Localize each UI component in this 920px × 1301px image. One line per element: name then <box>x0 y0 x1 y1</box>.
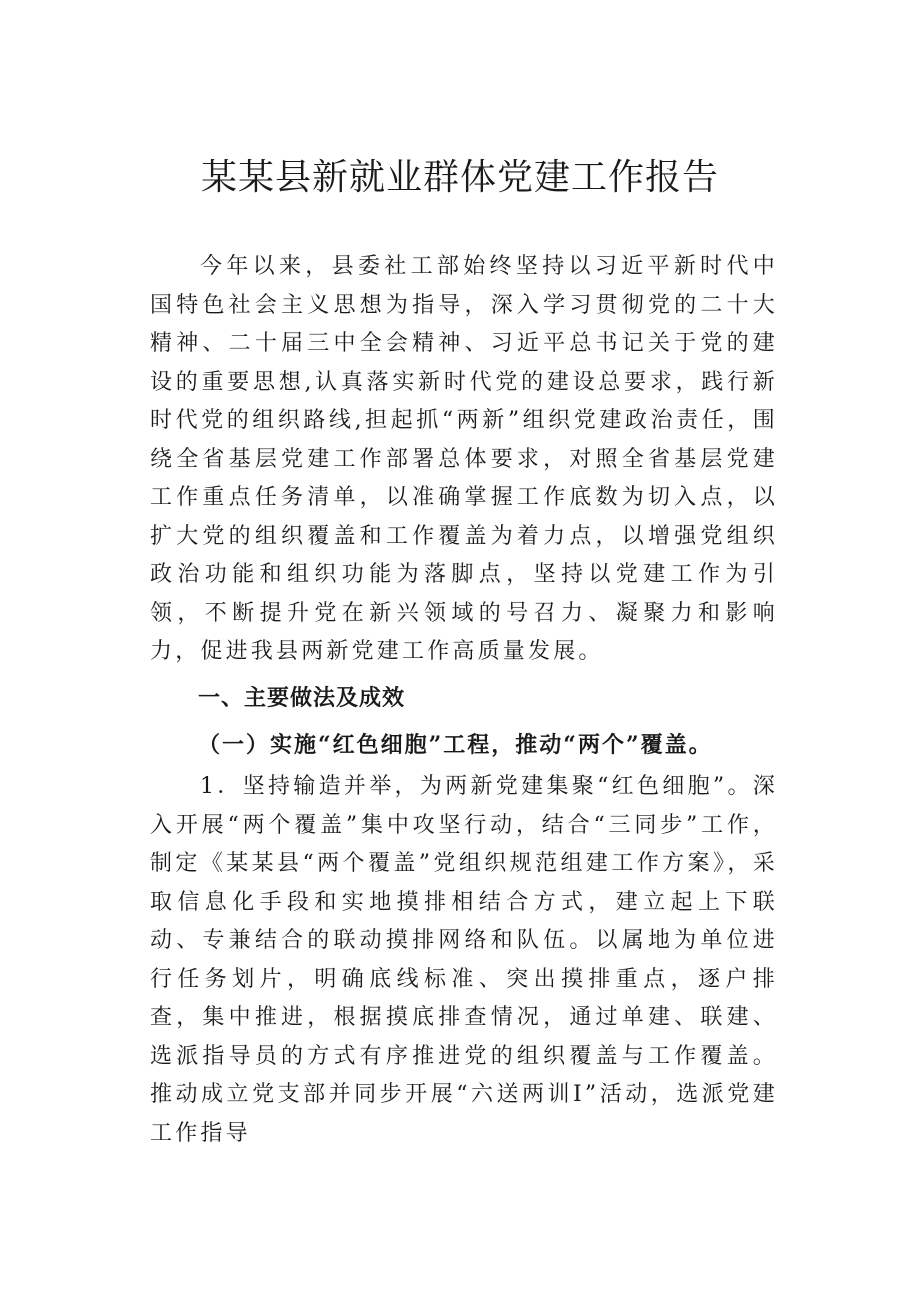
body-paragraph: 1．坚持输造并举，为两新党建集聚“红色细胞”。深入开展“两个覆盖”集中攻坚行动，结合“三同步”工作，制定《某某县“两个覆盖”党组织规范组建工作方案》，采取信息化手段和实地摸排相结合方式，建立起上下联动、专兼结合的联动摸排网络和队伍。以属地为单位进行任务划片，明确底线标准、突出摸排重点，逐户排查，集中推进，根据摸底排查情况，通过单建、联建、选派指导员的方式有序推进党的组织覆盖与工作覆盖。推动成立党支部并同步开展“六送两训I”活动，选派党建工作指导 <box>150 774 778 1146</box>
intro-paragraph: 今年以来，县委社工部始终坚持以习近平新时代中国特色社会主义思想为指导，深入学习贯彻党的二十大精神、二十届三中全会精神、习近平总书记关于党的建设的重要思想,认真落实新时代党的建设总要求，践行新时代党的组织路线,担起抓“两新”组织党建政治责任，围绕全省基层党建工作部署总体要求，对照全省基层党建工作重点任务清单，以准确掌握工作底数为切入点，以扩大党的组织覆盖和工作覆盖为着力点，以增强党组织政治功能和组织功能为落脚点，坚持以党建工作为引领，不断提升党在新兴领域的号召力、凝聚力和影响力，促进我县两新党建工作高质量发展。 <box>150 254 778 664</box>
document-title: 某某县新就业群体党建工作报告 <box>200 157 719 198</box>
section-heading: 一、主要做法及成效 <box>198 686 406 711</box>
subsection-heading: （一）实施“红色细胞”工程，推动“两个”覆盖。 <box>198 732 713 758</box>
